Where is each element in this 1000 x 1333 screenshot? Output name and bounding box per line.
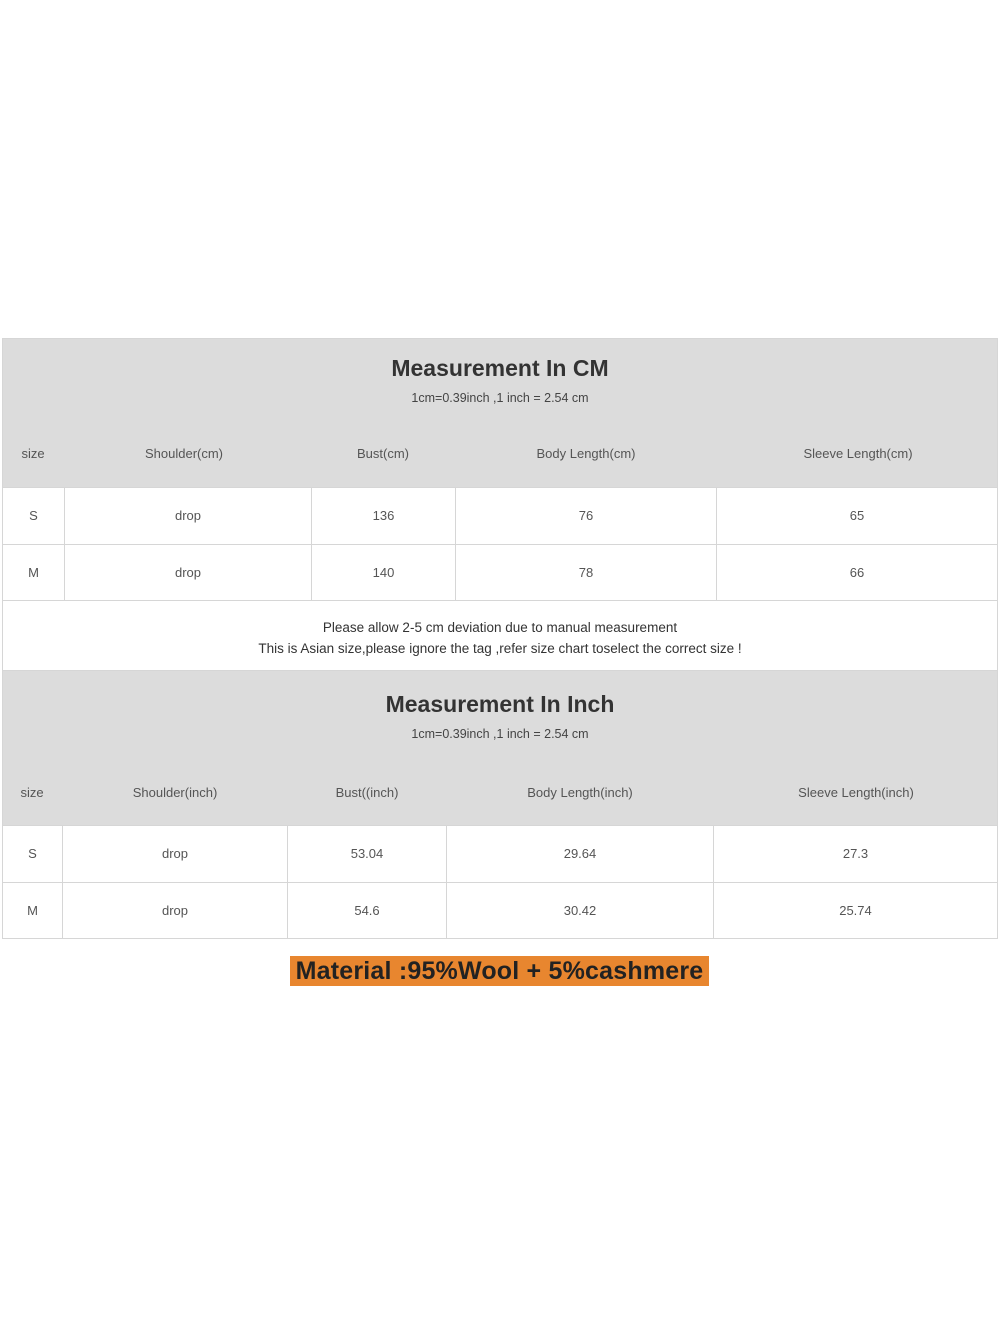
material-banner [290,956,709,986]
material-text: Material :95%Wool + 5%cashmere [295,956,704,985]
cell-body-length: 76 [455,488,716,544]
column-header-size: size [21,446,45,461]
cell-size: M [28,564,39,580]
table-row [3,544,997,601]
chart-title-cm: Measurement In CM [391,355,609,381]
cell-bust: 140 [311,545,455,601]
chart-header-cm [3,339,997,487]
cell-sleeve-length: 25.74 [713,883,997,939]
table-row [3,882,997,939]
cell-sleeve-length: 66 [716,545,997,601]
column-header-body-length: Body Length(cm) [536,446,636,461]
cell-bust: 53.04 [287,826,446,882]
chart-title-inch: Measurement In Inch [385,691,615,717]
cell-bust: 54.6 [287,883,446,939]
column-header-bust: Bust(cm) [357,446,409,461]
chart-header-inch [3,671,997,825]
table-row [3,487,997,544]
column-header-shoulder: Shoulder(cm) [144,446,224,461]
cell-bust: 136 [311,488,455,544]
cell-shoulder: drop [64,545,311,601]
cell-shoulder: drop [64,488,311,544]
conversion-note-inch: 1cm=0.39inch ,1 inch = 2.54 cm [411,727,589,741]
size-chart-cm [2,338,998,672]
asian-size-note: This is Asian size,please ignore the tag ,refer size chart toselect the correct size ! [258,641,742,656]
column-header-shoulder: Shoulder(inch) [132,785,218,800]
cell-body-length: 30.42 [446,883,713,939]
table-row [3,825,997,882]
column-header-sleeve-length: Sleeve Length(inch) [798,785,914,800]
cell-sleeve-length: 65 [716,488,997,544]
size-chart-inch [2,670,998,939]
cell-shoulder: drop [62,826,287,882]
conversion-note-cm: 1cm=0.39inch ,1 inch = 2.54 cm [411,391,589,405]
column-header-bust: Bust((inch) [335,785,399,800]
cell-shoulder: drop [62,883,287,939]
cell-size: S [29,508,38,524]
cell-size: S [28,846,37,862]
cell-sleeve-length: 27.3 [713,826,997,882]
cell-body-length: 78 [455,545,716,601]
column-header-size: size [20,785,44,800]
column-header-body-length: Body Length(inch) [527,785,633,800]
cell-body-length: 29.64 [446,826,713,882]
column-header-sleeve-length: Sleeve Length(cm) [803,446,913,461]
cell-size: M [27,902,38,918]
size-notes [3,600,997,671]
deviation-note: Please allow 2-5 cm deviation due to manual measurement [322,620,678,635]
